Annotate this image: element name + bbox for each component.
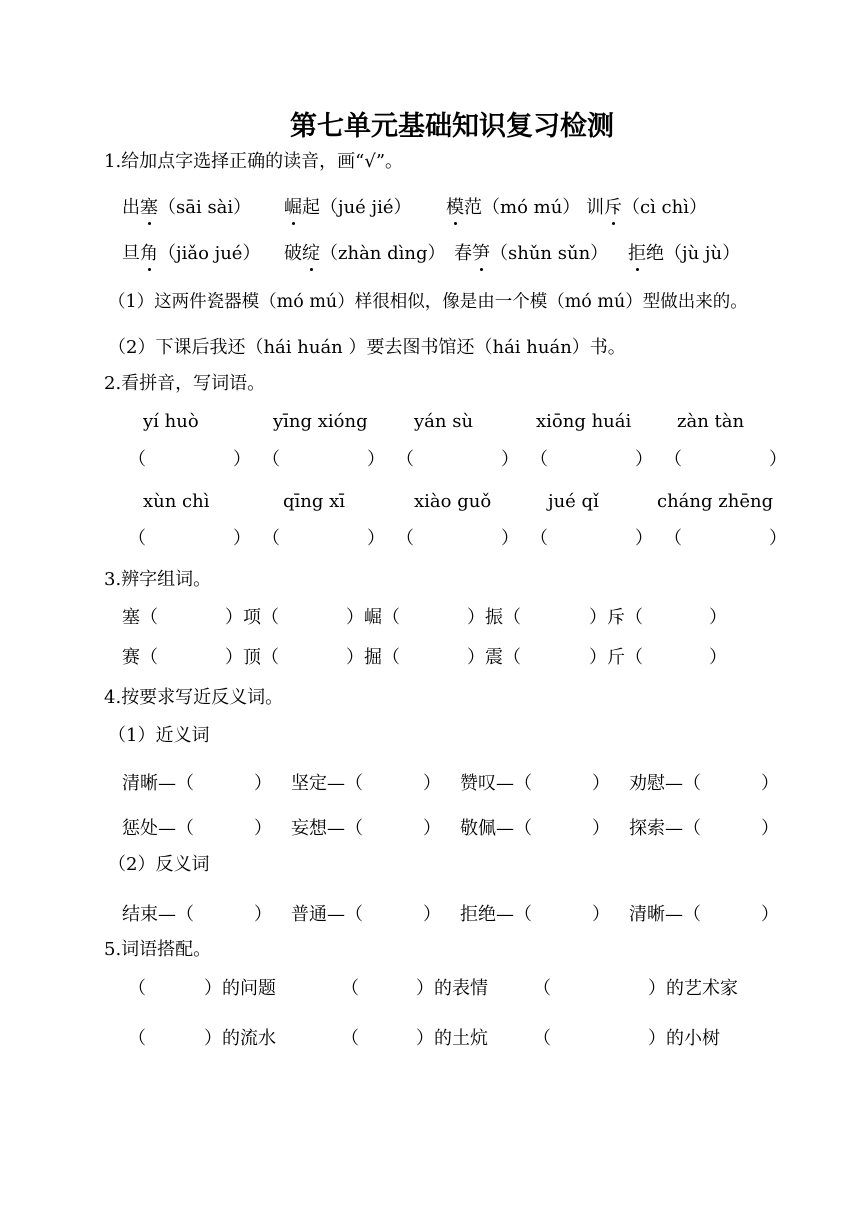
q4-cell: 妄想—（ (291, 818, 363, 839)
q3-cell: ） (709, 607, 727, 628)
answer-blank[interactable]: （ ） (262, 449, 388, 470)
q5-phrase: ）的表情 (416, 978, 488, 999)
q3-cell: ）斥（ (589, 607, 643, 628)
q3-cell: ）震（ (467, 647, 521, 668)
answer-blank[interactable]: （ ） (262, 528, 388, 549)
answer-blank[interactable]: （ ） (128, 449, 254, 470)
q1-item: 模范（mó mú） (446, 197, 581, 218)
pinyin: yīng xióng (273, 411, 368, 432)
pinyin: yán sù (414, 411, 474, 432)
q3-heading: 3.辨字组词。 (104, 569, 212, 590)
pinyin: xiào guǒ (414, 491, 492, 512)
q1-item: 春笋（shǔn sǔn） (454, 243, 609, 264)
q1-item: 破绽（zhàn dìng） (284, 243, 446, 264)
q4-cell: 劝慰—（ (629, 773, 701, 794)
q4-cell: 拒绝—（ (460, 904, 532, 925)
answer-blank[interactable]: （ ） (530, 449, 656, 470)
q3-cell: ）崛（ (346, 607, 400, 628)
q2-heading: 2.看拼音，写词语。 (104, 373, 266, 394)
q1-item: 崛起（jué jié） (284, 197, 412, 218)
q4-cell: ） (761, 904, 779, 925)
q4-cell: ） (592, 773, 610, 794)
answer-blank[interactable]: （ ） (664, 528, 790, 549)
q1-sentence-2: （2）下课后我还（hái huán ）要去图书馆还（hái huán）书。 (108, 337, 626, 358)
q4-subheading-synonyms: （1）近义词 (108, 725, 210, 746)
q4-cell: ） (761, 773, 779, 794)
q4-cell: 惩处—（ (122, 818, 194, 839)
q4-cell: ） (592, 904, 610, 925)
q1-heading: 1.给加点字选择正确的读音，画“√”。 (104, 151, 404, 172)
q5-open: （ (341, 1028, 359, 1049)
q3-cell: ）顶（ (225, 647, 279, 668)
q4-cell: ） (254, 904, 272, 925)
answer-blank[interactable]: （ ） (128, 528, 254, 549)
q1-item: 训斥（cì chì） (586, 197, 707, 218)
answer-blank[interactable]: （ ） (530, 528, 656, 549)
q3-cell: ）斤（ (589, 647, 643, 668)
q5-phrase: ）的问题 (204, 978, 276, 999)
q4-cell: ） (423, 773, 441, 794)
q5-phrase: ）的艺术家 (648, 978, 738, 999)
q5-open: （ (533, 1028, 551, 1049)
q1-sentence-1: （1）这两件瓷器模（mó mú）样很相似，像是由一个模（mó mú）型做出来的。 (108, 292, 748, 312)
q3-cell: ）项（ (225, 607, 279, 628)
q3-cell: ） (709, 647, 727, 668)
pinyin: xiōng huái (536, 411, 632, 432)
answer-blank[interactable]: （ ） (396, 528, 522, 549)
pinyin: zàn tàn (677, 411, 745, 432)
q4-cell: ） (254, 773, 272, 794)
q5-open: （ (128, 978, 146, 999)
q4-cell: ） (423, 818, 441, 839)
q1-item: 拒绝（jù jù） (628, 243, 741, 264)
q4-heading: 4.按要求写近反义词。 (104, 687, 284, 708)
pinyin: jué qǐ (548, 491, 599, 512)
pinyin: qīng xī (283, 491, 346, 512)
page-title: 第七单元基础知识复习检测 (290, 111, 614, 142)
q3-cell: ）振（ (467, 607, 521, 628)
q4-cell: 坚定—（ (291, 773, 363, 794)
q5-phrase: ）的流水 (204, 1028, 276, 1049)
q3-cell: 赛（ (122, 647, 158, 668)
q5-open: （ (533, 978, 551, 999)
pinyin: yí huò (143, 411, 199, 432)
answer-blank[interactable]: （ ） (396, 449, 522, 470)
q4-cell: ） (592, 818, 610, 839)
q4-cell: 清晰—（ (122, 773, 194, 794)
answer-blank[interactable]: （ ） (664, 449, 790, 470)
q4-cell: 赞叹—（ (460, 773, 532, 794)
q4-cell: 普通—（ (291, 904, 363, 925)
q4-cell: 结束—（ (122, 904, 194, 925)
q4-cell: 探索—（ (629, 818, 701, 839)
q3-cell: ）掘（ (346, 647, 400, 668)
pinyin: xùn chì (143, 491, 210, 512)
q1-item: 出塞（sāi sài） (122, 197, 252, 218)
pinyin: cháng zhēng (657, 491, 774, 512)
q4-cell: ） (254, 818, 272, 839)
q1-item: 旦角（jiǎo jué） (122, 243, 261, 264)
q4-cell: 敬佩—（ (460, 818, 532, 839)
q4-cell: ） (761, 818, 779, 839)
q5-phrase: ）的小树 (648, 1028, 720, 1049)
q4-cell: 清晰—（ (629, 904, 701, 925)
q4-cell: ） (423, 904, 441, 925)
q5-phrase: ）的土炕 (416, 1028, 488, 1049)
q5-open: （ (341, 978, 359, 999)
q4-subheading-antonyms: （2）反义词 (108, 854, 210, 875)
q5-open: （ (128, 1028, 146, 1049)
q5-heading: 5.词语搭配。 (104, 939, 212, 960)
q3-cell: 塞（ (122, 607, 158, 628)
